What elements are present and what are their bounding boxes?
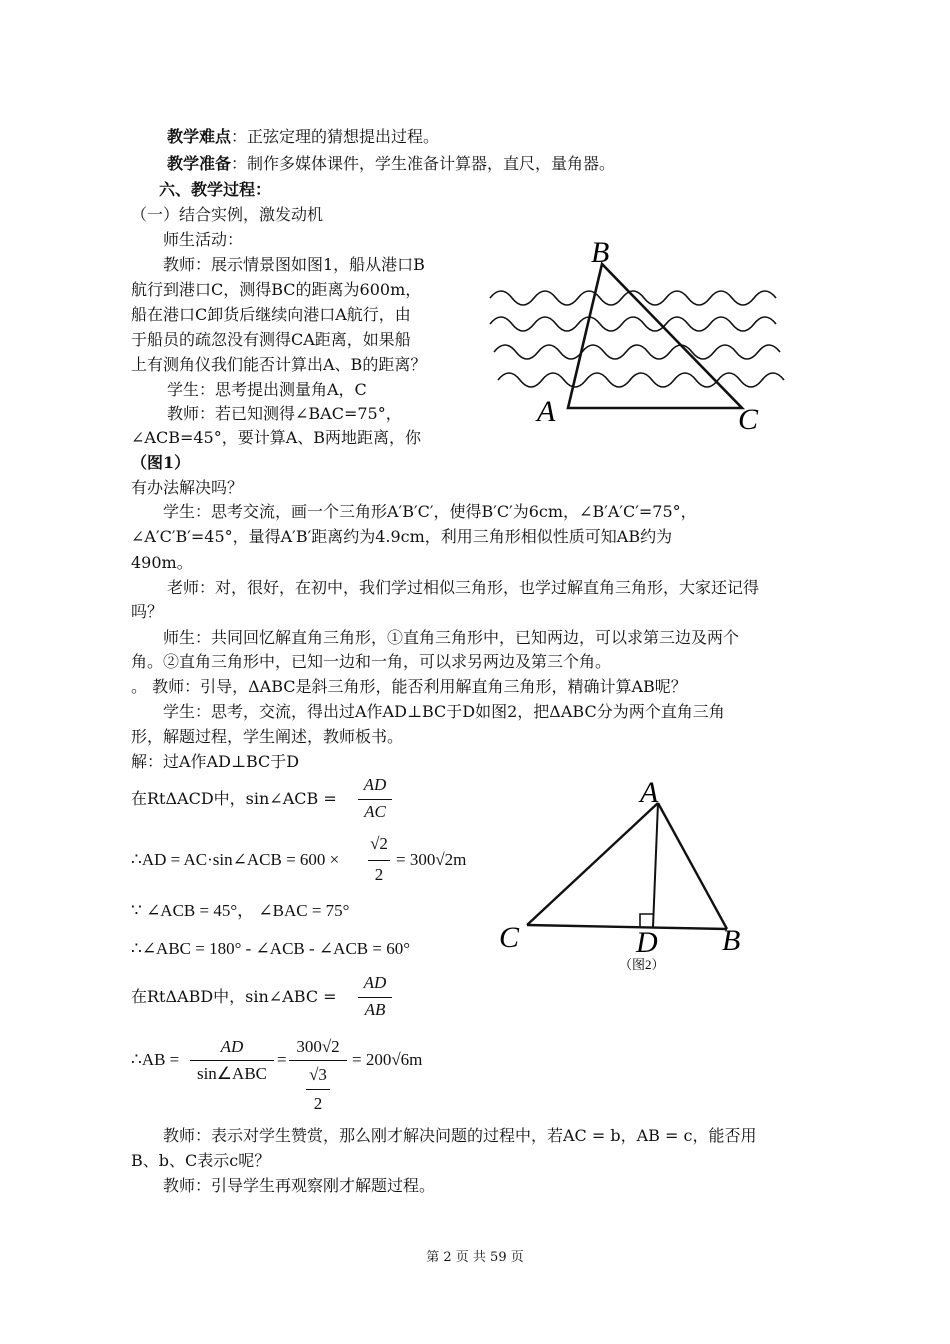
p3c-line: 有办法解决吗？ <box>131 478 244 497</box>
fig2-caption: （图2） <box>619 957 665 972</box>
wave-lines <box>490 291 784 387</box>
label-b: B <box>591 236 610 269</box>
s7-denominator-1: sin∠ABC <box>196 1064 268 1083</box>
altitude-ad <box>653 803 658 927</box>
wave-line-3 <box>494 345 780 359</box>
p6-line-1: 角。②直角三角形中，已知一边和一角，可以求另两边及第三个角。 <box>131 652 612 671</box>
difficulty-text: ：正弦定理的猜想提出过程。 <box>231 127 440 146</box>
activity-label: 师生活动： <box>163 230 244 249</box>
p5-line-1: 吗？ <box>131 602 164 621</box>
s7-numerator-2: 300√2 <box>296 1037 340 1056</box>
figure-2-triangle <box>495 770 765 980</box>
s6-numerator: AD <box>363 973 387 992</box>
side-cb <box>527 925 727 929</box>
difficulty-label: 教学难点 <box>167 127 232 146</box>
solution-line-1: 解：过A作AD⊥BC于D <box>131 752 300 771</box>
s2-denominator: AC <box>364 802 386 821</box>
p1-line-3: 于船员的疏忽没有测得CA距离，如果船 <box>131 330 411 349</box>
label-c: C <box>738 403 759 436</box>
s7-result: = 200√6m <box>352 1050 423 1069</box>
fig1-caption: （图1） <box>131 453 191 472</box>
p2-line: 学生：思考提出测量角A，C <box>167 380 367 399</box>
s7-fraction-bar-2 <box>289 1060 347 1061</box>
label-b: B <box>722 924 741 957</box>
p7-line: 。 教师：引导，ΔABC是斜三角形，能否利用解直角三角形，精确计算AB呢？ <box>131 677 687 696</box>
p4-line-1: ∠A′C′B′=45°，量得A′B′距离约为4.9cm，利用三角形相似性质可知AB约为 <box>131 527 673 546</box>
process-heading: 六、教学过程： <box>159 180 272 199</box>
s7-denominator-2a: √3 <box>309 1065 327 1084</box>
label-d: D <box>636 926 658 959</box>
solution-line-6: 在RtΔABD中，sin∠ABC = <box>131 987 337 1006</box>
page-footer: 第 2 页 共 59 页 <box>426 1250 524 1265</box>
p1-line-2: 船在港口C卸货后继续向港口A航行，由 <box>131 305 411 324</box>
p3a-line: 教师：若已知测得∠BAC=75°， <box>167 404 402 423</box>
prep-text: ：制作多媒体课件，学生准备计算器，直尺，量角器。 <box>231 154 616 173</box>
triangle-abc <box>568 264 742 408</box>
s7-fraction-bar-1 <box>190 1060 274 1061</box>
p4-line-0: 学生：思考交流，画一个三角形A′B′C′，使得B′C′为6cm，∠B′A′C′=75°， <box>163 502 697 521</box>
solution-line-7: ∴AB = <box>131 1050 180 1069</box>
solution-line-5: ∴∠ABC = 180° - ∠ACB - ∠ACB = 60° <box>131 939 411 958</box>
solution-line-4: ∵ ∠ACB = 45°， ∠BAC = 75° <box>131 901 350 920</box>
tail-line-1: 教师：表示对学生赞赏，那么刚才解决问题的过程中，若AC = b，AB = c，能否用 <box>163 1126 757 1145</box>
p1-line-0: 教师：展示情景图如图1，船从港口B <box>163 255 425 274</box>
s7-numerator-1: AD <box>220 1037 244 1056</box>
prep-line <box>167 154 615 174</box>
s3-numerator: √2 <box>370 834 388 853</box>
wave-line-2 <box>490 317 776 331</box>
wave-line-1 <box>490 291 776 305</box>
label-c: C <box>499 921 520 954</box>
figure-1-triangle <box>480 232 790 437</box>
s7-equals: = <box>277 1050 287 1069</box>
difficulty-line <box>167 127 439 147</box>
p8-line-0: 学生：思考，交流，得出过A作AD⊥BC于D如图2，把ΔABC分为两个直角三角 <box>163 702 725 721</box>
s3-fraction-bar <box>368 860 390 861</box>
s3-denominator: 2 <box>374 865 384 884</box>
p8-line-1: 形，解题过程，学生阐述，教师板书。 <box>131 727 404 746</box>
side-ab <box>658 803 727 929</box>
solution-line-2: 在RtΔACD中，sin∠ACB = <box>131 789 337 808</box>
tail-line-3: 教师：引导学生再观察刚才解题过程。 <box>163 1176 436 1195</box>
s3-result: = 300√2m <box>396 850 467 869</box>
s7-inner-fraction-bar <box>306 1089 330 1090</box>
p5-line-0: 老师：对，很好，在初中，我们学过相似三角形，也学过解直角三角形，大家还记得 <box>167 578 760 597</box>
s2-fraction-bar <box>358 799 392 800</box>
side-ca <box>527 803 658 925</box>
p3b-line: ∠ACB=45°，要计算A、B两地距离，你 <box>131 428 422 447</box>
prep-label: 教学准备 <box>167 154 232 173</box>
wave-line-4 <box>498 373 784 387</box>
s7-denominator-2b: 2 <box>313 1094 323 1113</box>
solution-line-3: ∴AD = AC·sin∠ACB = 600 × <box>131 850 340 869</box>
section1-title: （一）结合实例，激发动机 <box>131 205 324 224</box>
label-a: A <box>537 395 556 428</box>
s6-denominator: AB <box>364 1000 386 1019</box>
s6-fraction-bar <box>358 997 392 998</box>
p6-line-0: 师生：共同回忆解直角三角形，①直角三角形中，已知两边，可以求第三边及两个 <box>163 628 740 647</box>
p4-line-2: 490m。 <box>131 553 193 572</box>
tail-line-2: B、b、C表示c呢？ <box>131 1151 271 1170</box>
s2-numerator: AD <box>363 775 387 794</box>
p1-line-4: 上有测角仪我们能否计算出A、B的距离？ <box>131 355 427 374</box>
label-a: A <box>640 776 659 809</box>
p1-line-1: 航行到港口C，测得BC的距离为600m， <box>131 280 422 299</box>
